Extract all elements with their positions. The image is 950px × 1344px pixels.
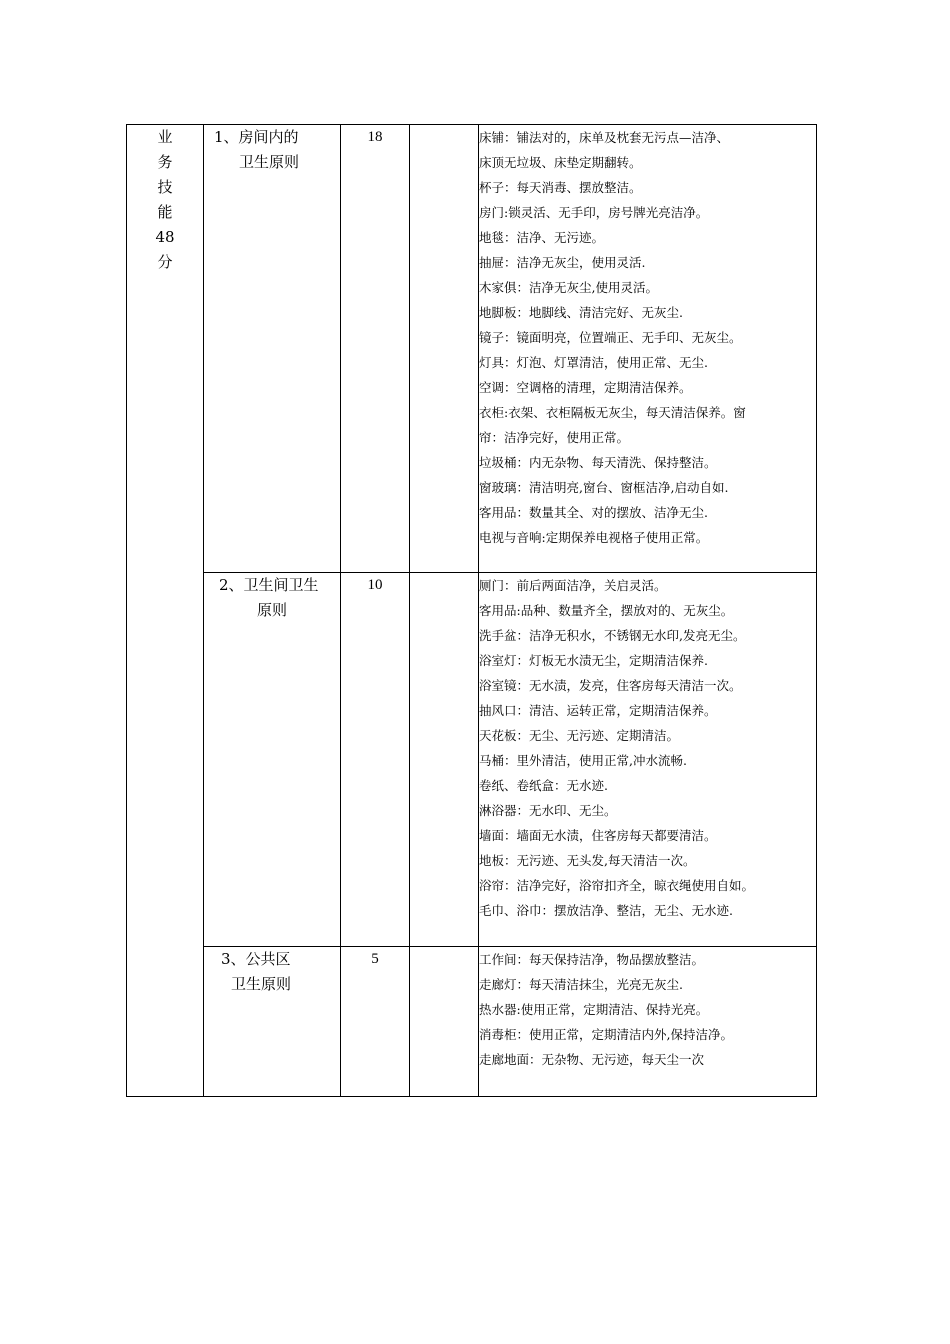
standard-line: 浴室镜：无水渍，发亮，住客房每天清洁一次。 <box>479 678 742 693</box>
table-row <box>127 573 817 947</box>
item-cell <box>204 573 341 947</box>
standard-line: 窗玻璃：清洁明亮,窗台、窗框洁净,启动自如. <box>479 480 729 495</box>
standard-line: 帘：洁净完好，使用正常。 <box>479 430 630 445</box>
category-char: 分 <box>157 253 173 271</box>
item-line: 卫生原则 <box>231 975 292 993</box>
standard-line: 灯具：灯泡、灯罩清洁，使用正常、无尘. <box>479 355 708 370</box>
standard-line: 天花板：无尘、无污迹、定期清洁。 <box>479 728 680 743</box>
table-row <box>127 125 817 573</box>
standards-cell <box>479 125 817 573</box>
item-cell <box>204 125 341 573</box>
standard-line: 浴帘：洁净完好，浴帘扣齐全，晾衣绳使用自如。 <box>479 878 755 893</box>
remark-cell <box>410 573 479 947</box>
category-char: 务 <box>157 153 173 171</box>
standard-line: 卷纸、卷纸盒：无水迹. <box>479 778 608 793</box>
standard-line: 工作间：每天保持洁净，物品摆放整洁。 <box>479 952 705 967</box>
item-cell <box>204 947 341 1097</box>
standard-line: 客用品：数量其全、对的摆放、洁净无尘. <box>479 505 708 520</box>
standard-line: 淋浴器：无水印、无尘。 <box>479 803 617 818</box>
standard-line: 抽屉：洁净无灰尘，使用灵活. <box>479 255 646 270</box>
remark-cell <box>410 947 479 1097</box>
item-line: 原则 <box>257 601 288 619</box>
standard-line: 马桶：里外清洁，使用正常,冲水流畅. <box>479 753 687 768</box>
score-cell: 5 <box>341 947 410 1097</box>
standard-line: 木家俱：洁净无灰尘,使用灵活。 <box>479 280 658 295</box>
standard-line: 空调：空调格的清理，定期清洁保养。 <box>479 380 692 395</box>
standard-line: 毛巾、浴巾：摆放洁净、整洁，无尘、无水迹. <box>479 903 733 918</box>
standard-line: 垃圾桶：内无杂物、每天清洗、保持整洁。 <box>479 455 717 470</box>
inspection-table <box>126 124 817 1097</box>
category-char: 业 <box>157 128 173 146</box>
standard-line: 客用品:品种、数量齐全，摆放对的、无灰尘。 <box>479 603 734 618</box>
standard-line: 衣柜:衣架、衣柜隔板无灰尘，每天清洁保养。窗 <box>479 405 746 420</box>
item-line: 2、卫生间卫生 <box>219 576 319 594</box>
standard-line: 走廊灯：每天清洁抹尘，光亮无灰尘. <box>479 977 683 992</box>
item-line: 1、房间内的 <box>214 128 299 146</box>
table-row <box>127 947 817 1097</box>
category-char: 能 <box>157 203 173 221</box>
score-cell: 18 <box>341 125 410 573</box>
category-char: 48 <box>155 228 175 246</box>
standard-line: 地脚板：地脚线、清洁完好、无灰尘. <box>479 305 683 320</box>
category-cell <box>127 125 204 1097</box>
standard-line: 厕门：前后两面洁净，关启灵活。 <box>479 578 667 593</box>
standard-line: 墙面：墙面无水渍，住客房每天都要清洁。 <box>479 828 717 843</box>
standard-line: 杯子：每天消毒、摆放整洁。 <box>479 180 642 195</box>
standard-line: 走廊地面：无杂物、无污迹，每天尘一次 <box>479 1052 705 1067</box>
standards-cell <box>479 947 817 1097</box>
standard-line: 电视与音响:定期保养电视格子使用正常。 <box>479 530 709 545</box>
remark-cell <box>410 125 479 573</box>
score-cell: 10 <box>341 573 410 947</box>
standard-line: 镜子：镜面明亮，位置端正、无手印、无灰尘。 <box>479 330 742 345</box>
standard-line: 洗手盆：洁净无积水，不锈钢无水印,发亮无尘。 <box>479 628 746 643</box>
standards-cell <box>479 573 817 947</box>
standard-line: 热水器:使用正常，定期清洁、保持光亮。 <box>479 1002 709 1017</box>
standard-line: 抽风口：清洁、运转正常，定期清洁保养。 <box>479 703 717 718</box>
standard-line: 床铺：铺法对的，床单及枕套无污点—洁净、 <box>479 130 730 145</box>
standard-line: 浴室灯：灯板无水渍无尘，定期清洁保养. <box>479 653 708 668</box>
category-char: 技 <box>157 178 173 196</box>
standard-line: 房门:锁灵活、无手印，房号牌光亮洁净。 <box>479 205 709 220</box>
item-line: 卫生原则 <box>239 153 300 171</box>
standard-line: 床顶无垃圾、床垫定期翻转。 <box>479 155 642 170</box>
standard-line: 消毒柜：使用正常，定期清洁内外,保持洁净。 <box>479 1027 733 1042</box>
standard-line: 地板：无污迹、无头发,每天清洁一次。 <box>479 853 696 868</box>
standard-line: 地毯：洁净、无污迹。 <box>479 230 605 245</box>
item-line: 3、公共区 <box>221 950 291 968</box>
